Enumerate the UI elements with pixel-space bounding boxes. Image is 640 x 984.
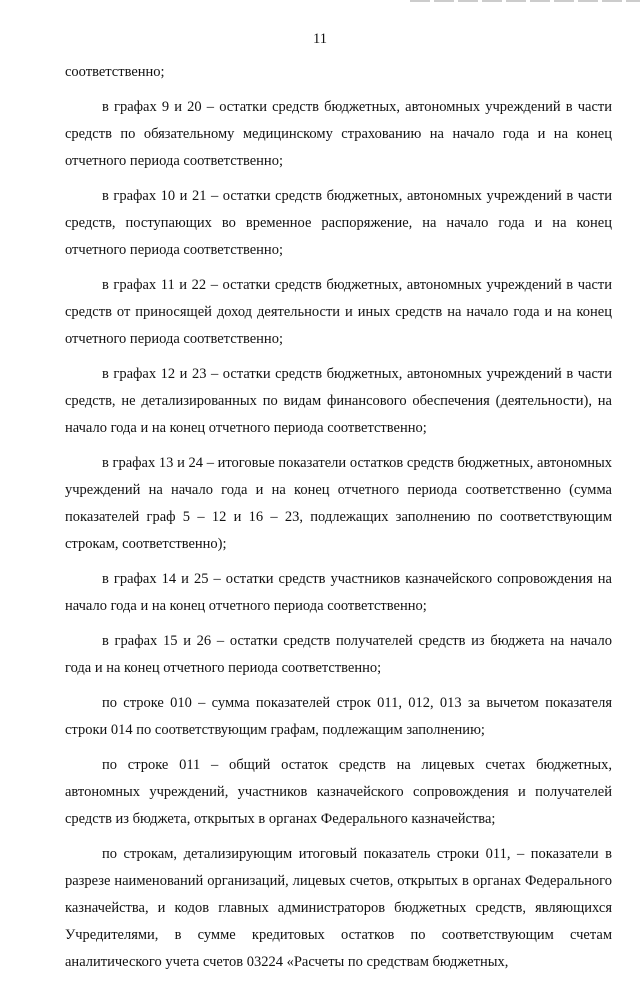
document-body <box>65 59 612 984</box>
paragraph-graphs-10-21: в графах 10 и 21 – остатки средств бюджетных, автономных учреждений в части средств, поступающих во временное распоряжение, на начало года и на конец отчетного периода соответственно; <box>65 188 612 258</box>
paragraph-continuation: соответственно; <box>65 64 165 80</box>
paragraph-graphs-15-26: в графах 15 и 26 – остатки средств получателей средств из бюджета на начало года и на конец отчетного периода соответственно; <box>65 633 612 676</box>
scan-top-edge-rule <box>410 0 640 2</box>
paragraph-row-011: по строке 011 – общий остаток средств на лицевых счетах бюджетных, автономных учреждений, участников казначейского сопровождения и получателей средств из бюджета, открытых в органах Федерального казначейства; <box>65 757 612 827</box>
page-number: 11 <box>313 31 327 47</box>
paragraph-graphs-13-24: в графах 13 и 24 – итоговые показатели остатков средств бюджетных, автономных учреждений на начало года и на конец отчетного периода соответственно (сумма показателей граф 5 – 12 и 16 – 23, подлежащих заполнению по соответствующим строкам, соответственно); <box>65 455 612 552</box>
paragraph-graphs-14-25: в графах 14 и 25 – остатки средств участников казначейского сопровождения на начало года и на конец отчетного периода соответственно; <box>65 571 612 614</box>
paragraph-graphs-12-23: в графах 12 и 23 – остатки средств бюджетных, автономных учреждений в части средств, не детализированных по видам финансового обеспечения (деятельности), на начало года и на конец отчетного периода соответственно; <box>65 366 612 436</box>
paragraph-rows-detailing-011: по строкам, детализирующим итоговый показатель строки 011, – показатели в разрезе наименований организаций, лицевых счетов, открытых в органах Федерального казначейства, и кодов главных администраторов бюджетных средств, являющихся Учредителями, в сумме кредитовых остатков по соответствующим счетам аналитического учета счетов 03224 «Расчеты по средствам бюджетных, <box>65 846 612 970</box>
paragraph-graphs-11-22: в графах 11 и 22 – остатки средств бюджетных, автономных учреждений в части средств от приносящей доход деятельности и иных средств на начало года и на конец отчетного периода соответственно; <box>65 277 612 347</box>
paragraph-row-010: по строке 010 – сумма показателей строк 011, 012, 013 за вычетом показателя строки 014 по соответствующим графам, подлежащим заполнению; <box>65 695 612 738</box>
paragraph-graphs-9-20: в графах 9 и 20 – остатки средств бюджетных, автономных учреждений в части средств по обязательному медицинскому страхованию на начало года и на конец отчетного периода соответственно; <box>65 99 612 169</box>
